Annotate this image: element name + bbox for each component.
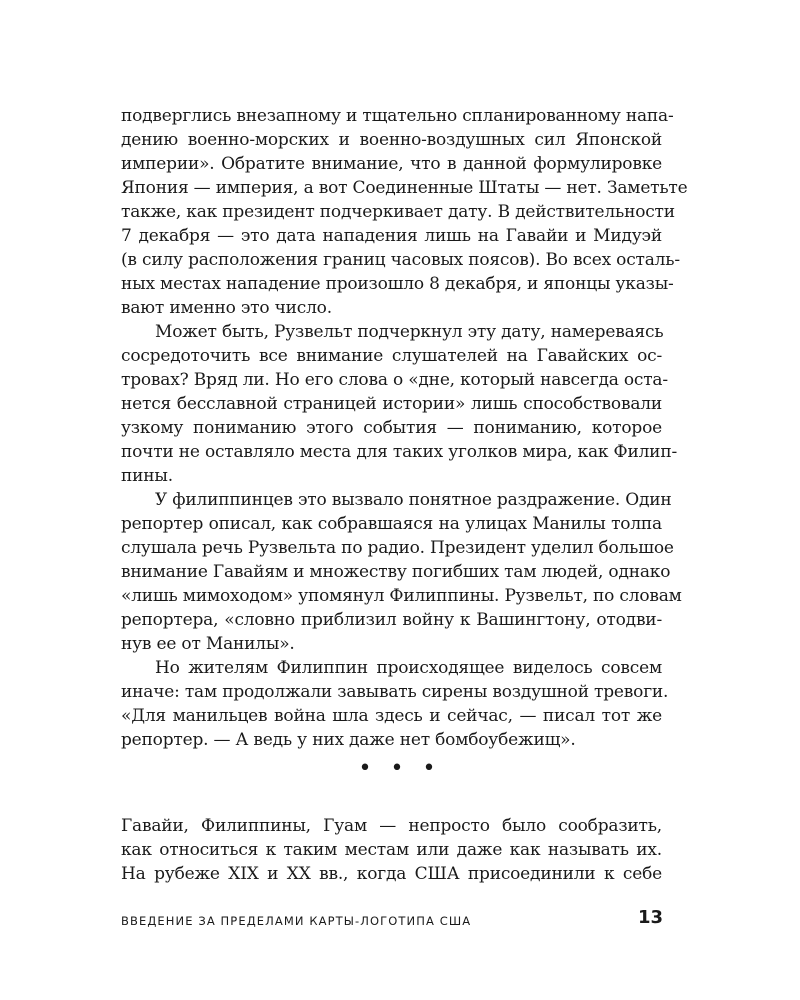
text-line: «Для манильцев война шла здесь и сейчас, — писал тот же [121,706,662,726]
text-line: Япония — империя, а вот Соединенные Штаты — нет. Заметьте [121,178,688,198]
text-line: ных местах нападение произошло 8 декабря, и японцы указы- [121,274,674,294]
paragraph-2 [121,320,677,488]
text-line: «лишь мимоходом» упомянул Филиппины. Рузвельт, по словам [121,586,682,606]
text-line: как относиться к таким местам или даже как называть их. [121,840,662,860]
text-line: также, как президент подчеркивает дату. В действительности [121,202,675,222]
next-section-text [121,814,662,886]
text-line: нув ее от Манилы». [121,634,295,654]
text-line: почти не оставляло места для таких уголков мира, как Филип- [121,442,677,462]
text-line: репортер. — А ведь у них даже нет бомбоубежищ». [121,730,576,750]
text-line: репортер описал, как собравшаяся на улицах Манилы толпа [121,514,662,534]
text-line: Но жителям Филиппин происходящее виделось совсем [155,658,662,678]
paragraph-5 [121,814,662,886]
text-line: вают именно это число. [121,298,332,318]
text-line: узкому пониманию этого события — пониманию, которое [121,418,662,438]
main-text [121,104,688,752]
text-line: Может быть, Рузвельт подчеркнул эту дату, намереваясь [155,322,664,342]
section-separator: • • • [358,756,442,781]
text-line: (в силу расположения границ часовых поясов). Во всех осталь- [121,250,680,270]
text-line: 7 декабря — это дата нападения лишь на Гавайи и Мидуэй [121,226,662,246]
text-line: иначе: там продолжали завывать сирены воздушной тревоги. [121,682,669,702]
text-line: У филиппинцев это вызвало понятное раздражение. Один [155,490,672,510]
page-number: 13 [637,907,663,928]
paragraph-1 [121,104,688,320]
text-line: тровах? Вряд ли. Но его слова о «дне, который навсегда оста- [121,370,668,390]
text-line: подверглись внезапному и тщательно спланированному напа- [121,106,674,126]
text-line: На рубеже XIX и XX вв., когда США присоединили к себе [121,864,662,884]
text-line: сосредоточить все внимание слушателей на Гавайских ос- [121,346,662,366]
running-title: ВВЕДЕНИЕ ЗА ПРЕДЕЛАМИ КАРТЫ-ЛОГОТИПА США [121,914,472,928]
text-line: дению военно-морских и военно-воздушных сил Японской [121,130,662,150]
text-line: слушала речь Рузвельта по радио. Президент уделил большое [121,538,674,558]
text-line: империи». Обратите внимание, что в данной формулировке [121,154,662,174]
text-line: Гавайи, Филиппины, Гуам — непросто было сообразить, [121,816,662,836]
paragraph-4 [121,656,669,752]
text-line: репортера, «словно приблизил войну к Вашингтону, отодви- [121,610,662,630]
text-line: пины. [121,466,173,486]
text-line: нется бесславной страницей истории» лишь способствовали [121,394,662,414]
text-line: внимание Гавайям и множеству погибших там людей, однако [121,562,671,582]
paragraph-3 [121,488,682,656]
